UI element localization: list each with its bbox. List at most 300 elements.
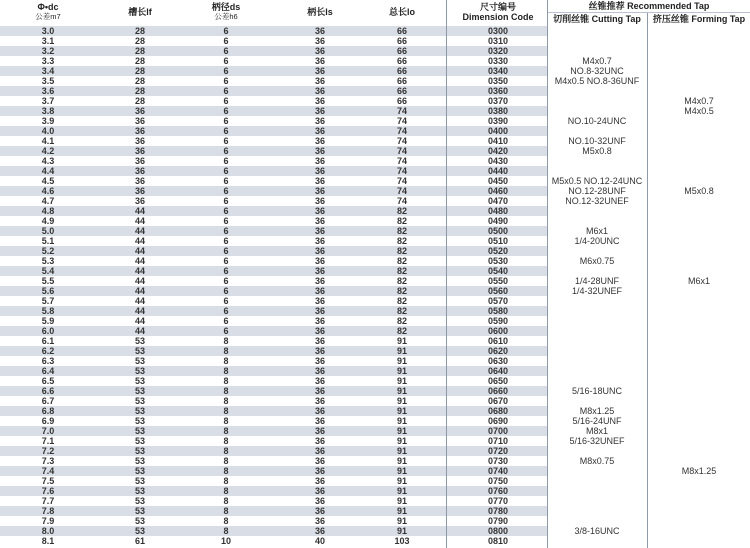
cell-ds: 6 (223, 26, 229, 36)
cell-dc: 4.2 (41, 146, 55, 156)
cell-ds: 8 (223, 356, 229, 366)
cell-lf: 44 (134, 256, 145, 266)
cell-lo: 66 (396, 86, 407, 96)
cell-cutting-tap: M8x1 (585, 426, 608, 436)
cell-dc: 5.7 (41, 296, 55, 306)
cell-ds: 8 (223, 496, 229, 506)
cell-lo: 66 (396, 76, 407, 86)
cell-ls: 36 (314, 286, 325, 296)
table-row (0, 96, 750, 106)
table-row (0, 506, 750, 516)
cell-lf: 44 (134, 216, 145, 226)
cell-dc: 7.2 (41, 446, 55, 456)
cell-code: 0730 (487, 456, 509, 466)
table-row (0, 446, 750, 456)
table-row (0, 136, 750, 146)
cell-ls: 36 (314, 186, 325, 196)
cell-code: 0450 (487, 176, 509, 186)
cell-lo: 91 (396, 516, 407, 526)
cell-lf: 53 (134, 476, 145, 486)
cell-lf: 36 (134, 176, 145, 186)
cell-code: 0480 (487, 206, 509, 216)
cell-ls: 36 (314, 136, 325, 146)
cell-lo: 91 (396, 466, 407, 476)
cell-ls: 36 (314, 326, 325, 336)
cell-ls: 36 (314, 276, 325, 286)
cell-ds: 8 (223, 436, 229, 446)
cell-ds: 8 (223, 336, 229, 346)
cell-lo: 82 (396, 216, 407, 226)
cell-code: 0500 (487, 226, 509, 236)
cell-lf: 53 (134, 406, 145, 416)
cell-lo: 91 (396, 446, 407, 456)
cell-dc: 8.1 (41, 536, 55, 546)
table-row (0, 396, 750, 406)
cell-lf: 61 (134, 536, 145, 546)
table-row (0, 196, 750, 206)
cell-code: 0720 (487, 446, 509, 456)
cell-lf: 53 (134, 346, 145, 356)
cell-dc: 8.0 (41, 526, 55, 536)
cell-lf: 53 (134, 366, 145, 376)
cell-lo: 82 (396, 236, 407, 246)
cell-code: 0790 (487, 516, 509, 526)
cell-dc: 7.7 (41, 496, 55, 506)
cell-code: 0660 (487, 386, 509, 396)
cell-code: 0540 (487, 266, 509, 276)
table-row (0, 276, 750, 286)
cell-ds: 6 (223, 136, 229, 146)
cell-dc: 5.9 (41, 316, 55, 326)
cell-dc: 5.1 (41, 236, 55, 246)
table-row (0, 306, 750, 316)
cell-dc: 5.8 (41, 306, 55, 316)
cell-dc: 3.9 (41, 116, 55, 126)
cell-dc: 3.3 (41, 56, 55, 66)
cell-ls: 36 (314, 46, 325, 56)
cell-ls: 36 (314, 226, 325, 236)
table-row (0, 106, 750, 116)
cell-ls: 36 (314, 466, 325, 476)
cell-code: 0740 (487, 466, 509, 476)
cell-ds: 8 (223, 386, 229, 396)
cell-lo: 91 (396, 496, 407, 506)
cell-ds: 6 (223, 186, 229, 196)
table-row (0, 366, 750, 376)
cell-lf: 28 (134, 36, 145, 46)
cell-code: 0810 (487, 536, 509, 546)
cell-dc: 3.8 (41, 106, 55, 116)
table-row (0, 66, 750, 76)
cell-ds: 6 (223, 56, 229, 66)
cell-code: 0770 (487, 496, 509, 506)
cell-code: 0780 (487, 506, 509, 516)
cell-code: 0680 (487, 406, 509, 416)
cell-ls: 36 (314, 206, 325, 216)
cell-cutting-tap: NO.8-32UNC (570, 66, 624, 76)
table-row (0, 406, 750, 416)
cell-dc: 3.5 (41, 76, 55, 86)
cell-code: 0420 (487, 146, 509, 156)
table-row (0, 296, 750, 306)
cell-code: 0530 (487, 256, 509, 266)
cell-ds: 8 (223, 476, 229, 486)
cell-lo: 82 (396, 306, 407, 316)
cell-dc: 5.2 (41, 246, 55, 256)
cell-dc: 6.0 (41, 326, 55, 336)
table-row (0, 456, 750, 466)
cell-dc: 4.7 (41, 196, 55, 206)
cell-lo: 91 (396, 486, 407, 496)
cell-lo: 66 (396, 66, 407, 76)
cell-lf: 36 (134, 126, 145, 136)
table-row (0, 146, 750, 156)
table-row (0, 376, 750, 386)
cell-lo: 91 (396, 336, 407, 346)
cell-ds: 6 (223, 176, 229, 186)
cell-ls: 36 (314, 56, 325, 66)
cell-ds: 8 (223, 426, 229, 436)
table-row (0, 436, 750, 446)
cell-dc: 5.3 (41, 256, 55, 266)
cell-dc: 3.0 (41, 26, 55, 36)
cell-ls: 36 (314, 386, 325, 396)
cell-ds: 6 (223, 36, 229, 46)
cell-lf: 44 (134, 286, 145, 296)
cell-ds: 6 (223, 226, 229, 236)
cell-code: 0610 (487, 336, 509, 346)
cell-code: 0510 (487, 236, 509, 246)
cell-lo: 74 (396, 196, 407, 206)
cell-code: 0700 (487, 426, 509, 436)
cell-dc: 7.1 (41, 436, 55, 446)
table-row (0, 36, 750, 46)
cell-lf: 53 (134, 386, 145, 396)
cell-code: 0750 (487, 476, 509, 486)
cell-code: 0690 (487, 416, 509, 426)
cell-code: 0670 (487, 396, 509, 406)
cell-cutting-tap: 1/4-32UNEF (571, 286, 623, 296)
cell-lo: 82 (396, 246, 407, 256)
cell-ls: 36 (314, 246, 325, 256)
table-row (0, 206, 750, 216)
cell-lo: 66 (396, 46, 407, 56)
cell-lf: 28 (134, 46, 145, 56)
cell-cutting-tap: 1/4-28UNF (574, 276, 619, 286)
cell-lf: 44 (134, 236, 145, 246)
cell-ls: 36 (314, 456, 325, 466)
cell-ls: 36 (314, 526, 325, 536)
cell-dc: 6.9 (41, 416, 55, 426)
cell-lf: 44 (134, 266, 145, 276)
cell-lf: 53 (134, 516, 145, 526)
cell-ls: 36 (314, 76, 325, 86)
table-row (0, 256, 750, 266)
cell-lo: 91 (396, 396, 407, 406)
cell-ds: 6 (223, 256, 229, 266)
cell-code: 0630 (487, 356, 509, 366)
cell-ls: 36 (314, 396, 325, 406)
table-row (0, 126, 750, 136)
cell-ds: 6 (223, 316, 229, 326)
table-row (0, 286, 750, 296)
cell-lo: 91 (396, 366, 407, 376)
cell-ls: 36 (314, 406, 325, 416)
cell-ds: 8 (223, 486, 229, 496)
cell-lf: 44 (134, 306, 145, 316)
cell-lo: 74 (396, 186, 407, 196)
cell-ds: 6 (223, 126, 229, 136)
cell-ds: 8 (223, 526, 229, 536)
cell-lo: 66 (396, 36, 407, 46)
cell-cutting-tap: 5/16-24UNF (572, 416, 622, 426)
cell-dc: 4.8 (41, 206, 55, 216)
cell-ls: 36 (314, 96, 325, 106)
cell-lf: 36 (134, 166, 145, 176)
cell-ds: 6 (223, 296, 229, 306)
cell-ls: 36 (314, 446, 325, 456)
cell-ls: 36 (314, 116, 325, 126)
header-ls-title: 柄长ls (307, 7, 333, 17)
cell-ds: 10 (220, 536, 231, 546)
cell-lf: 53 (134, 426, 145, 436)
header-code (452, 2, 544, 22)
cell-ls: 36 (314, 196, 325, 206)
cell-lo: 82 (396, 316, 407, 326)
table-body (0, 26, 750, 546)
cell-dc: 7.4 (41, 466, 55, 476)
table-row (0, 386, 750, 396)
cell-dc: 6.7 (41, 396, 55, 406)
cell-dc: 5.4 (41, 266, 55, 276)
cell-ds: 8 (223, 456, 229, 466)
cell-lo: 66 (396, 56, 407, 66)
cell-dc: 5.6 (41, 286, 55, 296)
cell-cutting-tap: M6x0.75 (579, 256, 615, 266)
cell-dc: 3.6 (41, 86, 55, 96)
cell-lo: 91 (396, 346, 407, 356)
cell-forming-tap: M4x0.5 (684, 106, 714, 116)
cell-dc: 7.5 (41, 476, 55, 486)
cell-lf: 44 (134, 226, 145, 236)
table-row (0, 426, 750, 436)
cell-dc: 4.5 (41, 176, 55, 186)
cell-ls: 36 (314, 336, 325, 346)
cell-ls: 36 (314, 296, 325, 306)
cell-dc: 4.4 (41, 166, 55, 176)
cell-lo: 91 (396, 456, 407, 466)
cell-lo: 82 (396, 206, 407, 216)
cell-lo: 91 (396, 356, 407, 366)
header-lo (372, 7, 432, 17)
cell-ls: 36 (314, 496, 325, 506)
cell-code: 0360 (487, 86, 509, 96)
cell-cutting-tap: NO.12-32UNEF (565, 196, 629, 206)
cell-ls: 36 (314, 426, 325, 436)
cell-cutting-tap: NO.12-28UNF (568, 186, 626, 196)
cell-dc: 6.8 (41, 406, 55, 416)
table-row (0, 266, 750, 276)
cell-lo: 91 (396, 416, 407, 426)
cell-lo: 74 (396, 166, 407, 176)
cell-code: 0300 (487, 26, 509, 36)
cell-ds: 6 (223, 66, 229, 76)
header-dc-title: Φ•dc (37, 2, 59, 12)
cell-ds: 6 (223, 96, 229, 106)
cell-code: 0760 (487, 486, 509, 496)
cell-code: 0380 (487, 106, 509, 116)
cell-code: 0460 (487, 186, 509, 196)
cell-dc: 4.0 (41, 126, 55, 136)
cell-ls: 36 (314, 216, 325, 226)
table-row (0, 46, 750, 56)
cell-lf: 36 (134, 196, 145, 206)
cell-code: 0580 (487, 306, 509, 316)
cell-ds: 8 (223, 376, 229, 386)
cell-lo: 74 (396, 156, 407, 166)
cell-dc: 6.5 (41, 376, 55, 386)
cell-lf: 53 (134, 506, 145, 516)
cell-cutting-tap: M8x0.75 (579, 456, 615, 466)
table-row (0, 326, 750, 336)
table-header (0, 0, 750, 26)
header-code-title: 尺寸编号 (479, 2, 516, 12)
table-row (0, 346, 750, 356)
cell-lo: 82 (396, 256, 407, 266)
cell-dc: 6.2 (41, 346, 55, 356)
cell-dc: 7.9 (41, 516, 55, 526)
cell-lo: 91 (396, 376, 407, 386)
cell-ds: 6 (223, 76, 229, 86)
cell-ds: 6 (223, 46, 229, 56)
cell-lf: 36 (134, 146, 145, 156)
cell-ls: 36 (314, 166, 325, 176)
cell-lo: 82 (396, 226, 407, 236)
header-ls (290, 7, 350, 17)
cell-code: 0590 (487, 316, 509, 326)
header-forming-tap: 挤压丝锥 Forming Tap (652, 14, 746, 24)
cell-lo: 66 (396, 26, 407, 36)
cell-dc: 4.3 (41, 156, 55, 166)
cell-code: 0560 (487, 286, 509, 296)
cell-code: 0310 (487, 36, 509, 46)
cell-lf: 36 (134, 186, 145, 196)
cell-ls: 36 (314, 476, 325, 486)
cell-ls: 36 (314, 516, 325, 526)
cell-ds: 8 (223, 506, 229, 516)
cell-ls: 36 (314, 236, 325, 246)
cell-dc: 4.6 (41, 186, 55, 196)
cell-ds: 8 (223, 346, 229, 356)
cell-dc: 3.1 (41, 36, 55, 46)
cell-lf: 44 (134, 206, 145, 216)
cell-code: 0550 (487, 276, 509, 286)
cell-dc: 3.4 (41, 66, 55, 76)
table-row (0, 416, 750, 426)
cell-lf: 53 (134, 376, 145, 386)
cell-lo: 74 (396, 146, 407, 156)
cell-lf: 53 (134, 446, 145, 456)
header-lf (110, 7, 170, 17)
cell-ds: 8 (223, 416, 229, 426)
divider-tap (647, 13, 648, 548)
cell-dc: 6.1 (41, 336, 55, 346)
cell-lo: 91 (396, 506, 407, 516)
cell-lf: 53 (134, 396, 145, 406)
header-dc (20, 2, 76, 21)
table-row (0, 26, 750, 36)
cell-lf: 28 (134, 76, 145, 86)
cell-dc: 7.8 (41, 506, 55, 516)
cell-code: 0710 (487, 436, 509, 446)
table-row (0, 56, 750, 66)
cell-code: 0570 (487, 296, 509, 306)
cell-lf: 44 (134, 326, 145, 336)
cell-lf: 44 (134, 296, 145, 306)
cell-code: 0600 (487, 326, 509, 336)
cell-ls: 36 (314, 366, 325, 376)
cell-ls: 36 (314, 176, 325, 186)
cell-lo: 82 (396, 276, 407, 286)
cell-lf: 53 (134, 416, 145, 426)
cell-cutting-tap: M8x1.25 (579, 406, 615, 416)
cell-ls: 36 (314, 126, 325, 136)
cell-ds: 8 (223, 366, 229, 376)
cell-ls: 36 (314, 436, 325, 446)
cell-cutting-tap: M4x0.5 NO.8-36UNF (554, 76, 640, 86)
table-row (0, 496, 750, 506)
cell-code: 0350 (487, 76, 509, 86)
table-row (0, 236, 750, 246)
cell-ds: 6 (223, 306, 229, 316)
cell-cutting-tap: 5/16-18UNC (571, 386, 623, 396)
cell-ds: 8 (223, 446, 229, 456)
cell-code: 0800 (487, 526, 509, 536)
cell-ds: 8 (223, 466, 229, 476)
cell-lf: 53 (134, 336, 145, 346)
table-row (0, 226, 750, 236)
cell-code: 0340 (487, 66, 509, 76)
cell-lo: 103 (394, 536, 410, 546)
cell-ls: 36 (314, 26, 325, 36)
cell-cutting-tap: M6x1 (585, 226, 608, 236)
table-row (0, 526, 750, 536)
cell-cutting-tap: 5/16-32UNEF (569, 436, 625, 446)
cell-lf: 28 (134, 86, 145, 96)
cell-ls: 36 (314, 266, 325, 276)
cell-cutting-tap: M4x0.7 (582, 56, 612, 66)
table-row (0, 76, 750, 86)
cell-code: 0390 (487, 116, 509, 126)
table-row (0, 486, 750, 496)
cell-lo: 91 (396, 436, 407, 446)
cell-lf: 53 (134, 456, 145, 466)
cell-dc: 3.7 (41, 96, 55, 106)
cell-dc: 3.2 (41, 46, 55, 56)
cell-code: 0440 (487, 166, 509, 176)
cell-lf: 28 (134, 26, 145, 36)
cell-forming-tap: M5x0.8 (684, 186, 714, 196)
cell-lf: 28 (134, 66, 145, 76)
cell-ds: 6 (223, 116, 229, 126)
cell-ls: 36 (314, 156, 325, 166)
cell-code: 0370 (487, 96, 509, 106)
cell-lf: 28 (134, 96, 145, 106)
table-row (0, 316, 750, 326)
cell-lo: 91 (396, 426, 407, 436)
cell-ls: 36 (314, 356, 325, 366)
cell-dc: 7.3 (41, 456, 55, 466)
